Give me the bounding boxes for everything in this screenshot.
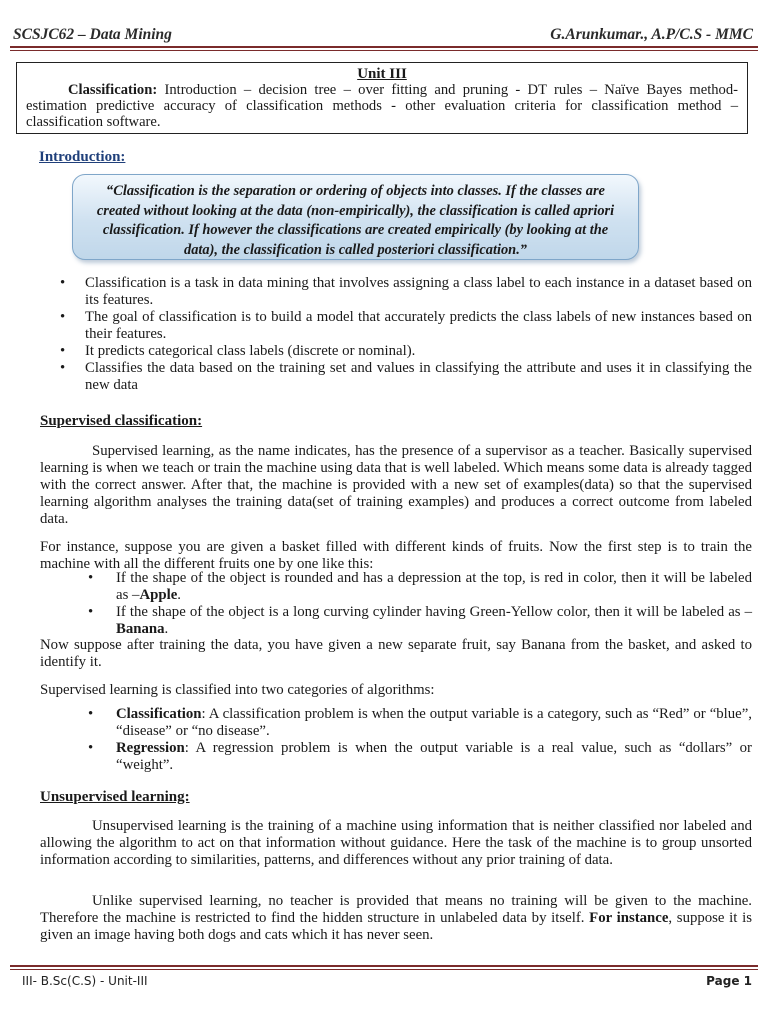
unit-lead: Classification: [68, 82, 158, 98]
fruit-label: Apple [139, 587, 178, 603]
list-item [40, 309, 752, 343]
supervised-paragraph-1: Supervised learning, as the name indicates, has the presence of a supervisor as a teacher. Basically supervised learning is when we teach or train the machine using data that is well labeled. Which means some data is already tagged with the correct answer. After that, the machine is provided with a new set of examples(data) so that the supervised learning algorithm analyses the training data(set of training examples) and produces a correct outcome from labeled data. [40, 443, 752, 527]
page-footer [22, 974, 752, 988]
introduction-heading: Introduction: [39, 149, 126, 165]
list-item [88, 570, 752, 604]
supervised-paragraph-3: Now suppose after training the data, you have given a new separate fruit, say Banana from the basket, and asked to identify it. [40, 637, 752, 670]
bullet-icon: • [88, 740, 94, 756]
unit-title: Unit III [357, 66, 407, 82]
algorithm-categories-list [88, 706, 752, 774]
list-item-end: . [164, 621, 169, 637]
list-item-text: : A classification problem is when the output variable is a category, such as “Red” or “blue”, “disease” or “no disease”. [116, 706, 752, 739]
unsupervised-paragraph-2 [40, 893, 752, 944]
list-item [40, 360, 752, 394]
header-author: G.Arunkumar., A.P/C.S - MMC [550, 26, 753, 43]
paragraph-text: Unlike supervised learning, no teacher is provided that means no training will be given to the machine. Therefore the machine is restricted to find the hidden structure in unlabeled data by itself. [40, 893, 752, 926]
list-item-text: Classifies the data based on the training set and values in classifying the attribute and uses it in classifying the new data [85, 360, 752, 393]
supervised-paragraph-4: Supervised learning is classified into two categories of algorithms: [40, 682, 435, 698]
page-number: Page 1 [706, 974, 752, 988]
bullet-icon: • [60, 275, 66, 291]
list-item-text: The goal of classification is to build a model that accurately predicts the class labels of new instances based on their features. [85, 309, 752, 342]
category-term: Classification [116, 706, 202, 722]
header-rule [10, 46, 758, 48]
paragraph-text-end: , suppose it is given an image having both dogs and cats which it has never seen. [40, 910, 752, 943]
footer-rule [10, 965, 758, 967]
list-item-text: : A regression problem is when the output variable is a real value, such as “dollars” or “weight”. [116, 740, 752, 773]
list-item-text: It predicts categorical class labels (discrete or nominal). [85, 343, 416, 359]
bullet-icon: • [88, 570, 94, 586]
fruit-label: Banana [116, 621, 165, 637]
bullet-icon: • [60, 309, 66, 325]
unit-syllabus [26, 82, 738, 130]
introduction-bullet-list [40, 275, 752, 394]
fruit-bullet-list [88, 570, 752, 638]
unit-syllabus-text: Introduction – decision tree – over fitting and pruning - DT rules – Naïve Bayes method- estimation predictive accuracy of classification methods - other evaluation criteria for classification method – classification software. [26, 82, 738, 130]
list-item-text: Classification is a task in data mining that involves assigning a class label to each instance in a dataset based on its features. [85, 275, 752, 308]
unsupervised-paragraph-1: Unsupervised learning is the training of a machine using information that is neither classified nor labeled and allowing the algorithm to act on that information without guidance. Here the task of the machine is to group unsorted information according to similarities, patterns, and differences without any prior training of data. [40, 818, 752, 868]
list-item [88, 604, 752, 638]
bullet-icon: • [88, 604, 94, 620]
emphasis-text: For instance [589, 910, 669, 926]
list-item [88, 740, 752, 774]
unsupervised-heading: Unsupervised learning: [40, 789, 190, 805]
supervised-heading: Supervised classification: [40, 413, 203, 429]
footer-course: III- B.Sc(C.S) - Unit-III [22, 974, 148, 988]
supervised-paragraph-2: For instance, suppose you are given a basket filled with different kinds of fruits. Now the first step is to train the machine with all the different fruits one by one like this: [40, 539, 752, 572]
list-item-text: If the shape of the object is a long curving cylinder having Green-Yellow color, then it will be labeled as – [116, 604, 752, 620]
page-header [13, 26, 753, 44]
header-course: SCSJC62 – Data Mining [13, 26, 172, 43]
category-term: Regression [116, 740, 185, 756]
bullet-icon: • [60, 343, 66, 359]
list-item [88, 706, 752, 740]
list-item-text: If the shape of the object is rounded and has a depression at the top, is red in color, then it will be labeled as – [116, 570, 752, 603]
list-item-end: . [177, 587, 181, 603]
list-item [40, 275, 752, 309]
footer-rule-thin [10, 969, 758, 970]
header-rule-thin [10, 50, 758, 51]
definition-quote: “Classification is the separation or ordering of objects into classes. If the classes are created without looking at the data (non-empirically), the classification is called apriori classification. If however the classifications are created empirically (by looking at the data), the classification is called posteriori classification.” [96, 183, 615, 258]
unit-syllabus-box [16, 62, 748, 134]
bullet-icon: • [60, 360, 66, 376]
list-item [40, 343, 752, 360]
definition-quote-box [72, 174, 639, 260]
bullet-icon: • [88, 706, 94, 722]
